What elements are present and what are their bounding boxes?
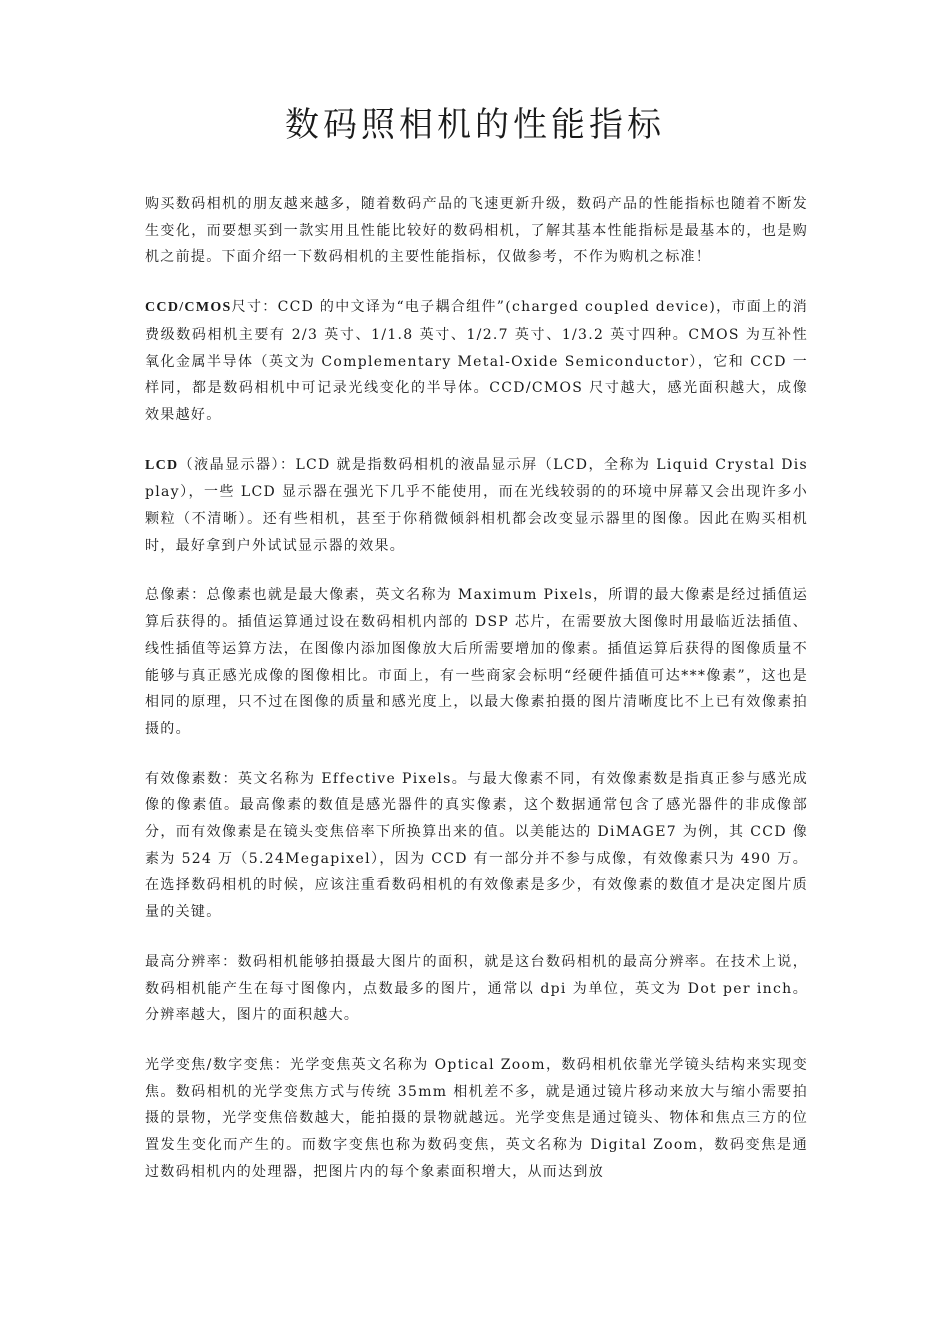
paragraph-effective-pixels xyxy=(145,766,808,926)
paragraph-total-pixels xyxy=(145,582,808,742)
paragraph-term: LCD xyxy=(145,457,179,473)
paragraph-text: 光学变焦/数字变焦：光学变焦英文名称为 Optical Zoom，数码相机依靠光学镜头结构来实现变焦。数码相机的光学变焦方式与传统 35mm 相机差不多，就是通过镜片移动来放大与缩小需要拍摄的景物，光学变焦倍数越大，能拍摄的景物就越远。光学变焦是通过镜头、物体和焦点三方的位置发生变化而产生的。而数字变焦也称为数码变焦，英文名称为 Digital Zoom，数码变焦是通过数码相机内的处理器，把图片内的每个象素面积增大，从而达到放 xyxy=(145,1056,808,1180)
paragraph-text: （液晶显示器）：LCD 就是指数码相机的液晶显示屏（LCD，全称为 Liquid Crystal Display），一些 LCD 显示器在强光下几乎不能使用，而在光线较弱的的环境中屏幕又会出现许多小颗粒（不清晰）。还有些相机，甚至于你稍微倾斜相机都会改变显示器里的图像。因此在购买相机时，最好拿到户外试试显示器的效果。 xyxy=(145,456,808,554)
paragraph-lcd xyxy=(145,452,808,560)
paragraph-text: 最高分辨率：数码相机能够拍摄最大图片的面积，就是这台数码相机的最高分辨率。在技术上说，数码相机能产生在每寸图像内，点数最多的图片，通常以 dpi 为单位，英文为 Dot per inch。分辨率越大，图片的面积越大。 xyxy=(145,953,808,1024)
paragraph-text: 尺寸：CCD 的中文译为“电子耦合组件”(charged coupled device)，市面上的消费级数码相机主要有 2/3 英寸、1/1.8 英寸、1/2.7 英寸、1/3.2 英寸四种。CMOS 为互补性氧化金属半导体（英文为 Complementary Metal-Oxide Semiconductor），它和 CCD 一样同，都是数码相机中可记录光线变化的半导体。CCD/CMOS 尺寸越大，感光面积越大，成像效果越好。 xyxy=(145,299,808,423)
document-body xyxy=(145,191,808,1186)
paragraph-intro xyxy=(145,191,808,271)
paragraph-max-resolution xyxy=(145,949,808,1029)
paragraph-text: 购买数码相机的朋友越来越多，随着数码产品的飞速更新升级，数码产品的性能指标也随着不断发生变化，而要想买到一款实用且性能比较好的数码相机，了解其基本性能指标是最基本的，也是购机之前提。下面介绍一下数码相机的主要性能指标，仅做参考，不作为购机之标准！ xyxy=(145,196,808,266)
paragraph-term: CCD/CMOS xyxy=(145,300,232,316)
document-title: 数码照相机的性能指标 xyxy=(285,105,665,145)
paragraph-text: 有效像素数：英文名称为 Effective Pixels。与最大像素不同，有效像素数是指真正参与感光成像的像素值。最高像素的数值是感光器件的真实像素，这个数据通常包含了感光器件的非成像部分，而有效像素是在镜头变焦倍率下所换算出来的值。以美能达的 DiMAGE7 为例，其 CCD 像素为 524 万（5.24Megapixel），因为 CCD 有一部分并不参与成像，有效像素只为 490 万。在选择数码相机的时候，应该注重看数码相机的有效像素是多少，有效像素的数值才是决定图片质量的关键。 xyxy=(145,770,808,921)
paragraph-zoom xyxy=(145,1052,808,1186)
paragraph-ccd-cmos xyxy=(145,294,808,429)
paragraph-text: 总像素：总像素也就是最大像素，英文名称为 Maximum Pixels，所谓的最大像素是经过插值运算后获得的。插值运算通过设在数码相机内部的 DSP 芯片，在需要放大图像时用最临近法插值、线性插值等运算方法，在图像内添加图像放大后所需要增加的像素。插值运算后获得的图像质量不能够与真正感光成像的图像相比。市面上，有一些商家会标明“经硬件插值可达***像素”，这也是相同的原理，只不过在图像的质量和感光度上，以最大像素拍摄的图片清晰度比不上已有效像素拍摄的。 xyxy=(145,587,808,737)
